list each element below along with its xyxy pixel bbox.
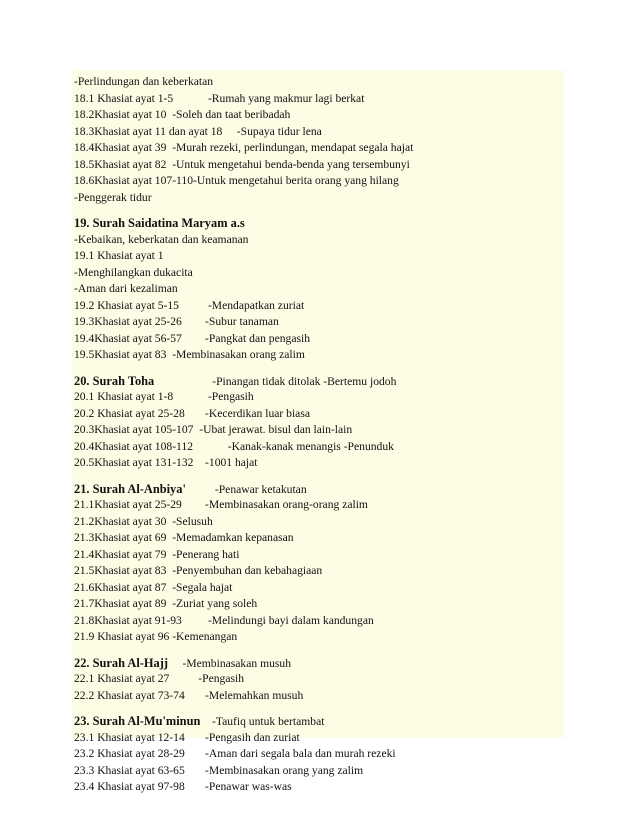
text-line: -Menghilangkan dukacita <box>74 265 193 279</box>
section-23 <box>74 713 564 796</box>
section-18-continuation <box>74 74 564 206</box>
text-line: 19.2 Khasiat ayat 5-15 -Mendapatkan zuriat <box>74 298 305 312</box>
text-line: 20.3Khasiat ayat 105-107 -Ubat jerawat. bisul dan lain-lain <box>74 423 353 436</box>
section-heading: 23. Surah Al-Mu'minun <box>74 714 201 728</box>
section-heading-line <box>74 481 564 498</box>
text-line: 23.1 Khasiat ayat 12-14 -Pengasih dan zuriat <box>74 730 300 744</box>
text-line: 21.4Khasiat ayat 79 -Penerang hati <box>74 547 240 561</box>
text-line: 21.9 Khasiat ayat 96 -Kemenangan <box>74 630 238 643</box>
section-heading: 20. Surah Toha <box>74 373 155 388</box>
section-heading: 22. Surah Al-Hajj <box>74 655 168 670</box>
text-line: 21.8Khasiat ayat 91-93 -Melindungi bayi dalam kandungan <box>74 613 374 627</box>
section-21 <box>74 481 564 646</box>
heading-note: -Taufiq untuk bertambat <box>200 715 325 728</box>
text-line: 19.4Khasiat ayat 56-57 -Pangkat dan pengasih <box>74 331 311 345</box>
text-line: 18.3Khasiat ayat 11 dan ayat 18 -Supaya tidur lena <box>74 124 322 138</box>
section-heading-line <box>74 215 564 232</box>
text-line: 22.1 Khasiat ayat 27 -Pengasih <box>74 672 245 685</box>
text-line: 21.3Khasiat ayat 69 -Memadamkan kepanasan <box>74 531 294 544</box>
text-line: 21.6Khasiat ayat 87 -Segala hajat <box>74 580 233 594</box>
text-line: 23.3 Khasiat ayat 63-65 -Membinasakan orang yang zalim <box>74 763 364 777</box>
section-heading-line <box>74 373 564 390</box>
text-line: 18.6Khasiat ayat 107-110-Untuk mengetahui berita orang yang hilang <box>74 174 399 187</box>
section-heading: 19. Surah Saidatina Maryam a.s <box>74 216 245 230</box>
text-line: -Penggerak tidur <box>74 190 152 204</box>
text-line: 18.5Khasiat ayat 82 -Untuk mengetahui benda-benda yang tersembunyi <box>74 157 410 171</box>
text-line: 19.5Khasiat ayat 83 -Membinasakan orang zalim <box>74 348 305 361</box>
text-line: 21.7Khasiat ayat 89 -Zuriat yang soleh <box>74 597 258 610</box>
text-line: 21.5Khasiat ayat 83 -Penyembuhan dan kebahagiaan <box>74 564 323 577</box>
section-22 <box>74 655 564 705</box>
section-19 <box>74 215 564 364</box>
section-heading-line <box>74 655 564 672</box>
text-line: -Kebaikan, keberkatan dan keamanan <box>74 232 249 246</box>
text-line: -Perlindungan dan keberkatan <box>74 75 214 88</box>
text-line: 21.2Khasiat ayat 30 -Selusuh <box>74 514 213 528</box>
text-line: 18.4Khasiat ayat 39 -Murah rezeki, perlindungan, mendapat segala hajat <box>74 141 414 154</box>
heading-note: -Penawar ketakutan <box>185 482 307 496</box>
text-line: 23.2 Khasiat ayat 28-29 -Aman dari segala bala dan murah rezeki <box>74 747 396 760</box>
text-line: 18.1 Khasiat ayat 1-5 -Rumah yang makmur lagi berkat <box>74 91 365 105</box>
text-line: 19.3Khasiat ayat 25-26 -Subur tanaman <box>74 315 279 328</box>
heading-note: -Pinangan tidak ditolak -Bertemu jodoh <box>154 374 397 388</box>
text-line: 23.4 Khasiat ayat 97-98 -Penawar was-was <box>74 780 292 793</box>
text-line: 22.2 Khasiat ayat 73-74 -Melemahkan musuh <box>74 688 304 702</box>
text-line: 18.2Khasiat ayat 10 -Soleh dan taat beribadah <box>74 108 291 121</box>
heading-note: -Membinasakan musuh <box>167 656 291 670</box>
text-line: 20.5Khasiat ayat 131-132 -1001 hajat <box>74 456 258 469</box>
text-line: 19.1 Khasiat ayat 1 <box>74 249 164 262</box>
text-line: 20.2 Khasiat ayat 25-28 -Kecerdikan luar biasa <box>74 406 310 420</box>
text-line: 21.1Khasiat ayat 25-29 -Membinasakan orang-orang zalim <box>74 498 368 511</box>
text-line: -Aman dari kezaliman <box>74 282 178 295</box>
section-20 <box>74 373 564 472</box>
text-line: 20.4Khasiat ayat 108-112 -Kanak-kanak menangis -Penunduk <box>74 439 394 453</box>
document-content <box>74 74 564 796</box>
section-heading-line <box>74 713 564 730</box>
section-heading: 21. Surah Al-Anbiya' <box>74 481 186 496</box>
text-line: 20.1 Khasiat ayat 1-8 -Pengasih <box>74 390 254 403</box>
